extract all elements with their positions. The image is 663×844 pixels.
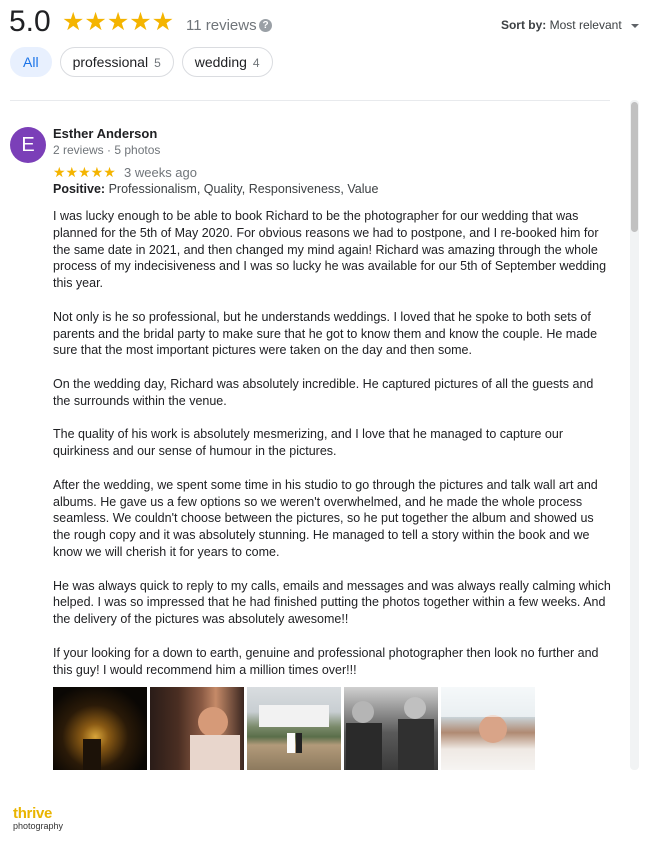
logo-main-text: thrive — [13, 805, 53, 822]
review-body — [53, 208, 611, 695]
review-photo-bride-veil[interactable] — [441, 687, 535, 770]
sort-value: Most relevant — [549, 18, 622, 32]
chip-label: professional — [72, 54, 149, 70]
review-date: 3 weeks ago — [124, 165, 197, 180]
avatar[interactable]: E — [10, 127, 46, 163]
reviewer-meta: 2 reviews · 5 photos — [53, 143, 161, 157]
reviewer-name[interactable]: Esther Anderson — [53, 126, 158, 141]
rating-score: 5.0 — [9, 5, 51, 38]
review-photos — [53, 687, 535, 770]
review-paragraph: The quality of his work is absolutely mesmerizing, and I love that he managed to capture our quirkiness and our sense of humour in the pictures. — [53, 427, 563, 459]
review-paragraph: I was lucky enough to be able to book Richard to be the photographer for our wedding that was planned for the 5th of May 2020. For obvious reasons we had to postpone, and I re-booked him for the same date in 2021, and then changed my mind again! Richard was amazing through the whole process of my indecisiveness and I was so lucky he was available for our 5th of September wedding this year. — [53, 209, 607, 291]
review-photo-groomsmen[interactable] — [344, 687, 438, 770]
review-paragraph: After the wedding, we spent some time in his studio to go through the pictures and talk wall art and albums. He gave us a few options so we weren't overwhelmed, and he made the whole process seamless. We couldn't choose between the pictures, so he put together the album and showed us the rough copy and it was absolutely stunning. He managed to tell a story within the book and we know we will cherish it for years to come. — [53, 477, 598, 559]
chip-count: 4 — [252, 56, 260, 70]
rating-stars: ★★★★★ — [62, 8, 175, 36]
filter-chip-wedding[interactable] — [182, 47, 273, 77]
scrollbar-thumb[interactable] — [631, 102, 638, 232]
positive-attributes — [53, 182, 378, 196]
review-photo-tree-night[interactable] — [53, 687, 147, 770]
review-stars: ★★★★★ — [53, 164, 116, 180]
positive-label: Positive: — [53, 182, 106, 196]
chip-count: 5 — [154, 56, 161, 70]
review-paragraph: Not only is he so professional, but he understands weddings. I loved that he spoke to both sets of parents and the bridal party to make sure that he got to know them and know the couple. He made sure that the most important pictures were taken on the day and then some. — [53, 309, 598, 358]
filter-chips — [10, 47, 273, 77]
review-photo-couple-path[interactable] — [247, 687, 341, 770]
scrollbar[interactable] — [630, 100, 639, 770]
divider — [10, 100, 610, 101]
chip-label: wedding — [194, 54, 247, 70]
chip-label: All — [23, 54, 39, 70]
info-icon[interactable]: ? — [259, 19, 272, 32]
review-paragraph: He was always quick to reply to my calls, emails and messages and was always really calming which helped. I was so impressed that he had finished putting the photos together within a few weeks. And the delivery of the pictures was absolutely awesome!! — [53, 578, 611, 627]
review-paragraph: On the wedding day, Richard was absolutely incredible. He captured pictures of all the guests and the surrounds within the venue. — [53, 376, 594, 408]
thrive-photography-logo — [13, 805, 64, 832]
logo-sub-text: photography — [13, 821, 64, 831]
positive-text: Professionalism, Quality, Responsiveness, Value — [108, 182, 379, 196]
review-count[interactable]: 11 reviews — [186, 17, 257, 34]
chevron-down-icon — [631, 24, 639, 28]
review-photo-laughing-guests[interactable] — [150, 687, 244, 770]
filter-chip-professional[interactable] — [60, 47, 174, 77]
filter-chip-all[interactable] — [10, 47, 52, 77]
review-paragraph: If your looking for a down to earth, genuine and professional photographer then look no further and this guy! I would recommend him a million times over!!! — [53, 645, 599, 677]
sort-label: Sort by: — [500, 18, 547, 32]
sort-dropdown[interactable] — [501, 18, 639, 32]
